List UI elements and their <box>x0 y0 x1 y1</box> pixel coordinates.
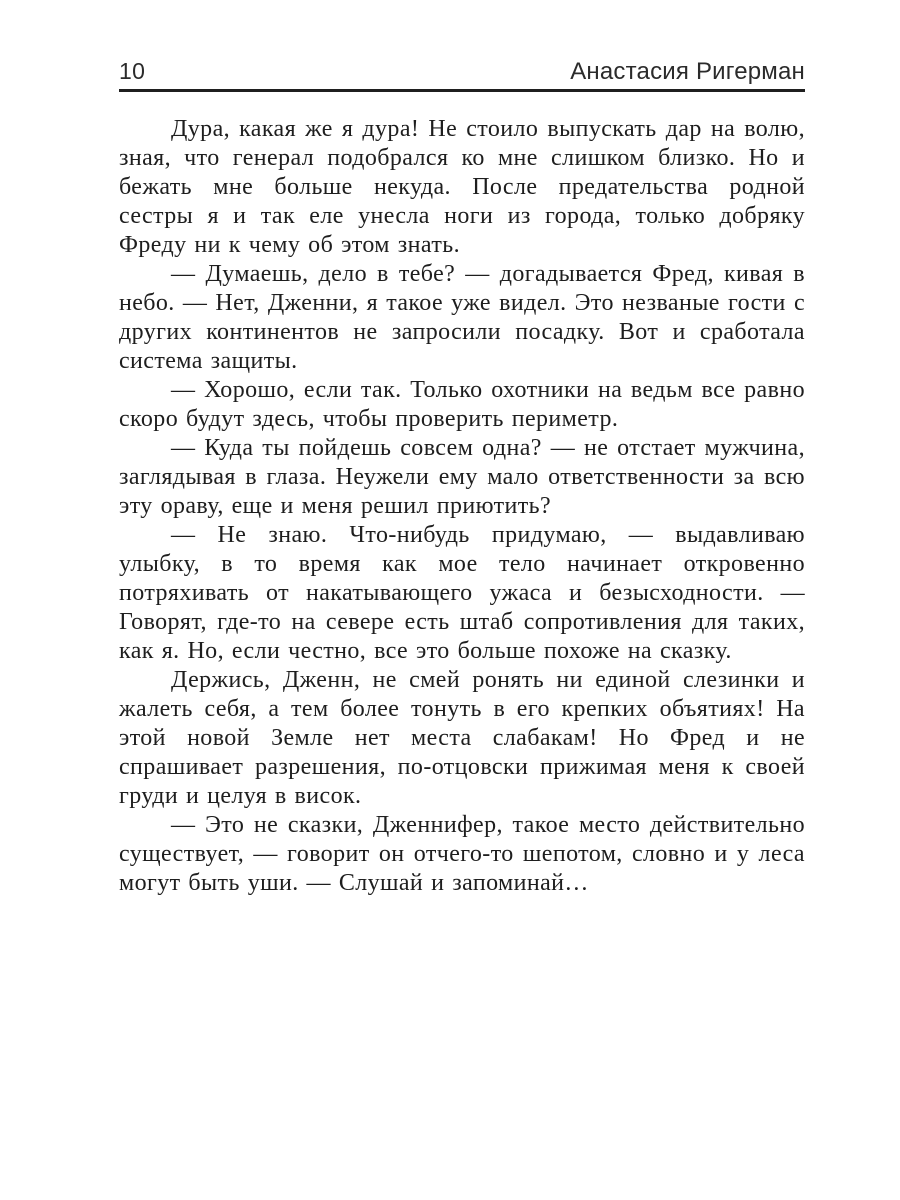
paragraph: — Думаешь, дело в тебе? — догадывается Фред, кивая в небо. — Нет, Дженни, я такое уже видел. Это незваные гости с других континентов не запросили посадку. Вот и сработала система защиты. <box>119 261 805 374</box>
paragraph: Держись, Дженн, не смей ронять ни единой слезинки и жалеть себя, а тем более тонуть в его крепких объятиях! На этой новой Земле нет места слабакам! Но Фред и не спрашивает разрешения, по-отцовски прижимая меня к своей груди и целуя в висок. <box>119 667 805 809</box>
page-body <box>119 115 805 898</box>
page-number: 10 <box>119 58 146 84</box>
header-rule <box>119 89 805 92</box>
paragraph: — Не знаю. Что-нибудь придумаю, — выдавливаю улыбку, в то время как мое тело начинает откровенно потряхивать от накатывающего ужаса и безысходности. — Говорят, где-то на севере есть штаб сопротивления для таких, как я. Но, если честно, все это больше похоже на сказку. <box>119 522 805 664</box>
page-content <box>119 56 805 898</box>
paragraph: — Хорошо, если так. Только охотники на ведьм все равно скоро будут здесь, чтобы проверить периметр. <box>119 377 805 432</box>
paragraph: — Это не сказки, Дженнифер, такое место действительно существует, — говорит он отчего-то шепотом, словно и у леса могут быть уши. — Слушай и запоминай… <box>119 812 805 896</box>
paragraph: Дура, какая же я дура! Не стоило выпускать дар на волю, зная, что генерал подобрался ко мне слишком близко. Но и бежать мне больше некуда. После предательства родной сестры я и так еле унесла ноги из города, только добряку Фреду ни к чему об этом знать. <box>119 116 805 258</box>
running-head <box>119 56 805 87</box>
running-head-author: Анастасия Ригерман <box>570 58 805 85</box>
paragraph: — Куда ты пойдешь совсем одна? — не отстает мужчина, заглядывая в глаза. Неужели ему мало ответственности за всю эту ораву, еще и меня решил приютить? <box>119 435 805 519</box>
